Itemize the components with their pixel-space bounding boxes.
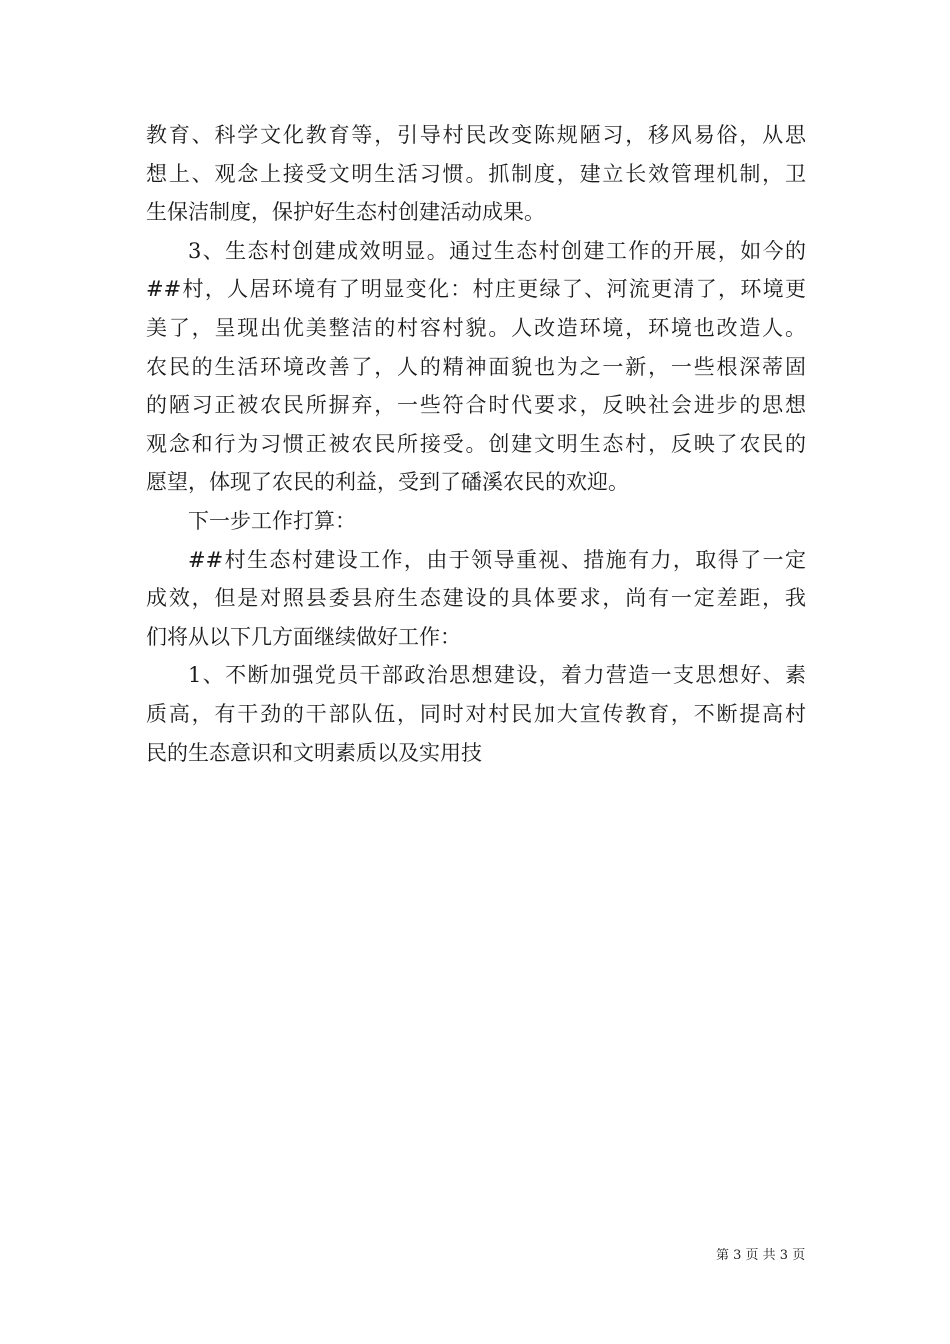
text-line: 观念和行为习惯正被农民所接受。创建文明生态村，反映了农民的 [146, 431, 806, 456]
text-line: 生保洁制度，保护好生态村创建活动成果。 [146, 200, 545, 225]
text-line: 美了，呈现出优美整洁的村容村貌。人改造环境，环境也改造人。 [146, 315, 806, 340]
text-line: 1、不断加强党员干部政治思想建设，着力营造一支思想好、素 [188, 663, 806, 688]
text-line: ##村，人居环境有了明显变化：村庄更绿了、河流更清了，环境更 [146, 277, 806, 302]
text-line: 3、生态村创建成效明显。通过生态村创建工作的开展，如今的 [188, 238, 806, 263]
text-line: 想上、观念上接受文明生活习惯。抓制度，建立长效管理机制，卫 [146, 161, 806, 186]
text-line: 成效，但是对照县委县府生态建设的具体要求，尚有一定差距，我 [146, 586, 806, 611]
text-line: 们将从以下几方面继续做好工作： [146, 624, 461, 649]
text-line: 愿望，体现了农民的利益，受到了磻溪农民的欢迎。 [146, 470, 629, 495]
text-line: 农民的生活环境改善了，人的精神面貌也为之一新，一些根深蒂固 [146, 354, 806, 379]
text-line: 教育、科学文化教育等，引导村民改变陈规陋习，移风易俗，从思 [146, 123, 806, 147]
text-line: 下一步工作打算： [188, 508, 356, 533]
text-line: 民的生态意识和文明素质以及实用技 [146, 740, 482, 765]
text-line: ##村生态村建设工作，由于领导重视、措施有力，取得了一定 [188, 547, 806, 572]
text-line: 的陋习正被农民所摒弃，一些符合时代要求，反映社会进步的思想 [146, 393, 806, 418]
body-text [146, 116, 806, 772]
text-line: 质高，有干劲的干部队伍，同时对村民加大宣传教育，不断提高村 [146, 701, 806, 726]
page-footer: 第 3 页 共 3 页 [716, 1248, 806, 1263]
